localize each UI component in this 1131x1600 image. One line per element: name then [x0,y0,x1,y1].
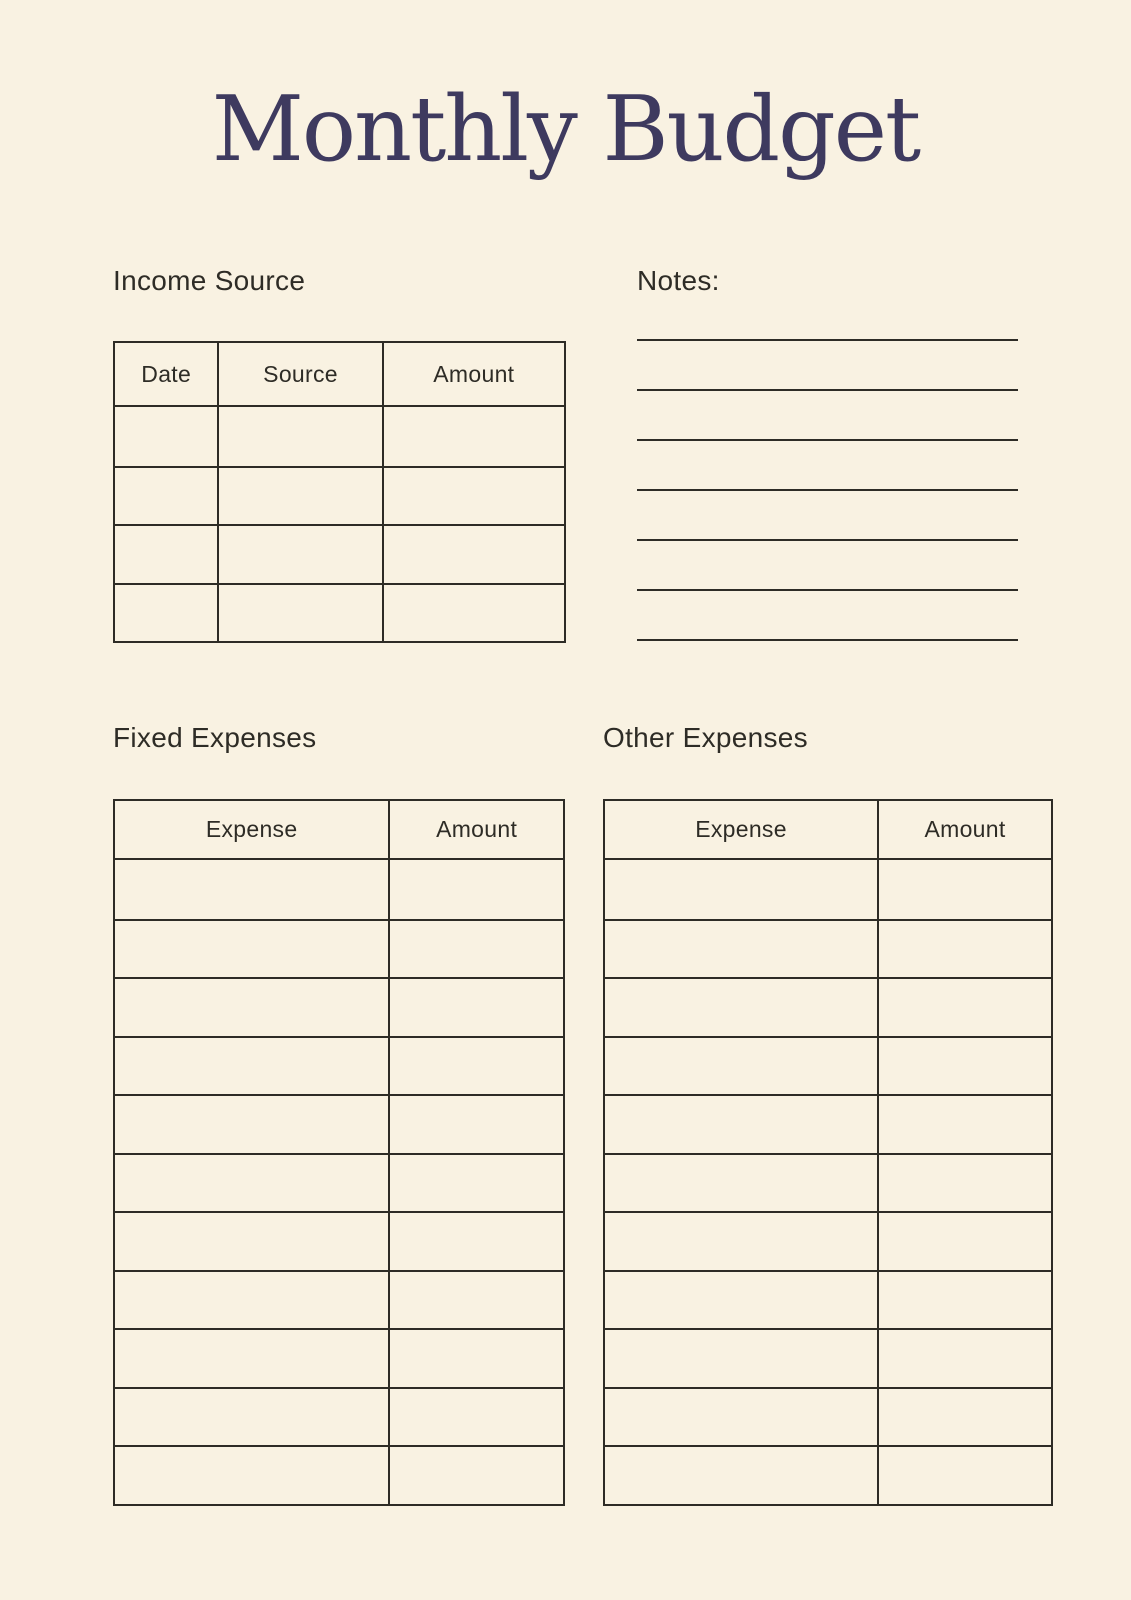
income-header-date: Date [141,360,192,387]
fixed-expense-cell-expense [115,860,388,919]
fixed-expense-cell-expense [115,1096,388,1153]
other-expenses-table-row [605,1328,1051,1387]
note-line [637,339,1018,341]
fixed-expense-cell-amount [388,1447,563,1504]
fixed-expenses-table-row [115,977,563,1036]
fixed-expense-cell-expense [115,921,388,978]
fixed-expenses-header-amount: Amount [388,801,563,858]
other-expenses-table-row [605,1445,1051,1504]
other-expenses-header-expense: Expense [695,816,787,842]
fixed-expenses-table-row [115,1328,563,1387]
income-cell-source [217,468,381,525]
income-cell-amount [382,526,564,583]
income-table-row [115,524,564,583]
fixed-expense-cell-amount [388,1330,563,1387]
other-expense-cell-amount [877,1272,1051,1329]
income-header-source: Source [217,343,381,405]
fixed-expenses-header-row [115,801,563,860]
fixed-expense-cell-amount [388,1096,563,1153]
fixed-expenses-table [113,799,565,1506]
income-header-amount: Amount [382,343,564,405]
other-expense-cell-expense [605,1038,877,1095]
page-title: Monthly Budget [211,77,920,182]
income-cell-date [115,526,217,583]
fixed-expense-cell-expense [115,1389,388,1446]
other-expense-cell-expense [605,979,877,1036]
fixed-expenses-table-row [115,1094,563,1153]
other-expenses-heading: Other Expenses [603,722,808,753]
fixed-expense-cell-amount [388,1389,563,1446]
other-expense-cell-amount [877,921,1051,978]
income-cell-date [115,468,217,525]
notes-heading: Notes: [637,265,720,296]
income-table-header-row [115,343,564,407]
other-expenses-table-row [605,1270,1051,1329]
income-cell-amount [382,407,564,466]
note-line [637,589,1018,591]
other-expense-cell-amount [877,979,1051,1036]
income-cell-amount [382,468,564,525]
other-expenses-table-row [605,1153,1051,1212]
other-expense-cell-amount [877,1096,1051,1153]
notes-lines [637,339,1018,689]
other-expense-cell-expense [605,1213,877,1270]
income-table [113,341,566,643]
note-line [637,489,1018,491]
fixed-expense-cell-expense [115,1038,388,1095]
income-cell-source [217,526,381,583]
income-table-row [115,407,564,466]
note-line [637,389,1018,391]
other-expenses-header-amount: Amount [877,801,1051,858]
income-cell-source [217,585,381,642]
fixed-expense-cell-amount [388,921,563,978]
fixed-expenses-table-row [115,1153,563,1212]
fixed-expenses-heading: Fixed Expenses [113,722,317,753]
other-expenses-table-row [605,919,1051,978]
fixed-expense-cell-expense [115,979,388,1036]
fixed-expense-cell-amount [388,1155,563,1212]
fixed-expenses-table-row [115,1270,563,1329]
other-expense-cell-amount [877,1213,1051,1270]
other-expenses-table-row [605,1094,1051,1153]
fixed-expense-cell-expense [115,1213,388,1270]
other-expense-cell-expense [605,1096,877,1153]
other-expense-cell-amount [877,860,1051,919]
income-cell-amount [382,585,564,642]
fixed-expense-cell-expense [115,1447,388,1504]
other-expenses-table [603,799,1053,1506]
other-expense-cell-expense [605,1330,877,1387]
other-expenses-table-row [605,860,1051,919]
other-expense-cell-amount [877,1330,1051,1387]
other-expenses-table-body [605,860,1051,1504]
fixed-expense-cell-expense [115,1272,388,1329]
fixed-expenses-table-row [115,919,563,978]
fixed-expense-cell-amount [388,860,563,919]
other-expenses-table-row [605,977,1051,1036]
other-expense-cell-amount [877,1447,1051,1504]
note-line [637,539,1018,541]
income-cell-source [217,407,381,466]
income-table-row [115,583,564,642]
note-line [637,439,1018,441]
fixed-expense-cell-amount [388,1038,563,1095]
other-expenses-table-row [605,1211,1051,1270]
other-expense-cell-expense [605,860,877,919]
fixed-expenses-table-row [115,1211,563,1270]
fixed-expenses-table-row [115,860,563,919]
fixed-expenses-table-body [115,860,563,1504]
income-table-row [115,466,564,525]
other-expense-cell-expense [605,1155,877,1212]
fixed-expense-cell-expense [115,1330,388,1387]
income-table-body [115,407,564,641]
other-expense-cell-expense [605,1272,877,1329]
fixed-expenses-table-row [115,1036,563,1095]
income-cell-date [115,585,217,642]
fixed-expenses-header-expense: Expense [205,816,298,842]
note-line [637,639,1018,641]
other-expenses-header-row [605,801,1051,860]
income-cell-date [115,407,217,466]
other-expenses-table-row [605,1036,1051,1095]
fixed-expense-cell-amount [388,1213,563,1270]
other-expense-cell-expense [605,1447,877,1504]
fixed-expenses-table-row [115,1387,563,1446]
other-expense-cell-amount [877,1038,1051,1095]
fixed-expense-cell-amount [388,1272,563,1329]
income-source-heading: Income Source [113,265,306,296]
other-expense-cell-expense [605,1389,877,1446]
fixed-expense-cell-expense [115,1155,388,1212]
fixed-expense-cell-amount [388,979,563,1036]
other-expense-cell-expense [605,921,877,978]
fixed-expenses-table-row [115,1445,563,1504]
other-expenses-table-row [605,1387,1051,1446]
other-expense-cell-amount [877,1389,1051,1446]
other-expense-cell-amount [877,1155,1051,1212]
